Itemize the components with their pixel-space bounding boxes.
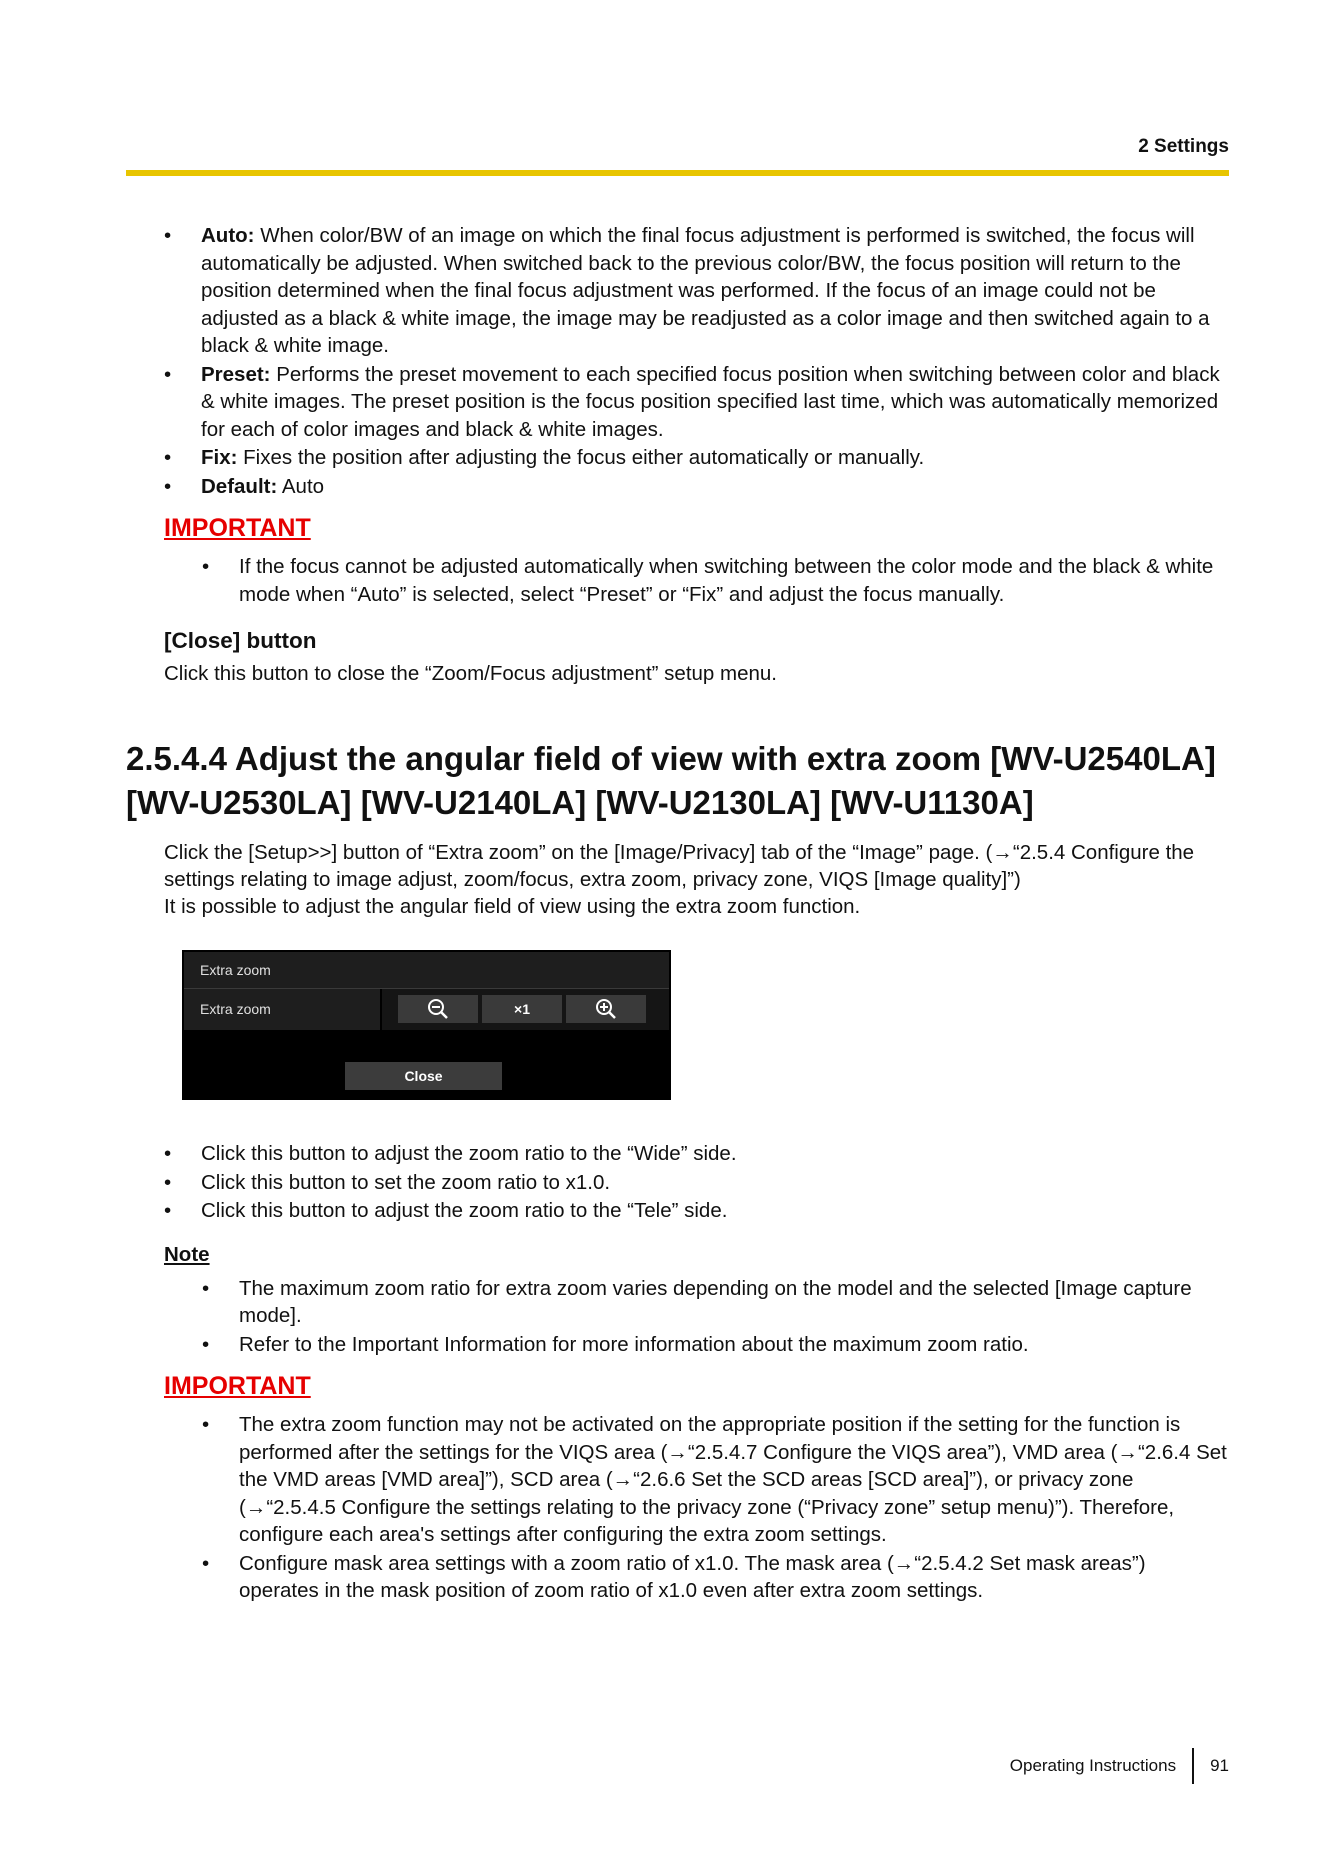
term: Default:: [201, 474, 278, 498]
page-content: [126, 222, 1230, 1606]
footer-divider: [1192, 1748, 1194, 1784]
list-item: • The maximum zoom ratio for extra zoom varies depending on the model and the selected [Image capture mode].: [126, 1275, 1230, 1330]
term-description: When color/BW of an image on which the final focus adjustment is performed is switched, the focus will automatically be adjusted. When switched back to the previous color/BW, the focus position will return to the position determined when the final focus adjustment was performed. If the focus of an image could not be adjusted as a black & white image, the image may be readjusted as a color image and then switched again to a black & white image.: [201, 224, 1210, 357]
note-list: [126, 1275, 1230, 1359]
important-list: [126, 1411, 1230, 1605]
important-list: [126, 553, 1230, 608]
zoom-in-button[interactable]: [566, 995, 646, 1023]
list-item: [126, 222, 1230, 360]
header-rule: [126, 170, 1229, 176]
zoom-button-list: [126, 1140, 1230, 1225]
panel-title-bar: [184, 952, 669, 989]
list-item: • If the focus cannot be adjusted automatically when switching between the color mode and the black & white mode when “Auto” is selected, select “Preset” or “Fix” and adjust the focus manually.: [126, 553, 1230, 608]
list-item: • Click this button to adjust the zoom ratio to the “Tele” side.: [126, 1197, 1230, 1225]
section-intro: Click the [Setup>>] button of “Extra zoom” on the [Image/Privacy] tab of the “Image” page. (→“2.5.4 Configure the settings relating to image adjust, zoom/focus, extra zoom, privacy zone, VIQS [Image quality]”): [164, 841, 1195, 891]
page-number: 91: [1210, 1756, 1229, 1775]
important-label: IMPORTANT: [164, 1372, 311, 1400]
list-item: [126, 361, 1230, 444]
term-description: Performs the preset movement to each specified focus position when switching between color and black & white images. The preset position is the focus position specified last time, which was automatically memorized for each of color images and black & white images.: [201, 362, 1220, 441]
term: Fix:: [201, 446, 238, 469]
close-button-label: Close: [404, 1068, 443, 1084]
section-title: 2.5.4.4 Adjust the angular field of view with extra zoom [WV-U2540LA] [WV-U2530LA] [WV-U2140LA] [WV-U2130LA] [WV-U1130A]: [126, 740, 1216, 821]
zoom-row-label-cell: [184, 989, 380, 1030]
zoom-controls: [382, 989, 669, 1030]
term-description: Fixes the position after adjusting the focus either automatically or manually.: [237, 446, 925, 469]
zoom-reset-button[interactable]: [482, 995, 562, 1023]
focus-options-list: [126, 222, 1230, 500]
list-item: • Click this button to adjust the zoom ratio to the “Wide” side.: [126, 1140, 1230, 1168]
panel-title: Extra zoom: [200, 962, 271, 978]
term: Auto:: [201, 224, 255, 247]
term: Preset:: [201, 362, 271, 386]
panel-zoom-row: [184, 989, 669, 1030]
extra-zoom-panel: [182, 950, 671, 1100]
zoom-out-button[interactable]: [398, 995, 478, 1023]
note-label: Note: [164, 1242, 210, 1266]
term-description: Auto: [277, 474, 325, 498]
footer-doc-title: Operating Instructions: [1009, 1756, 1177, 1775]
important-label: IMPORTANT: [164, 514, 311, 542]
list-item: • Refer to the Important Information for more information about the maximum zoom ratio.: [126, 1331, 1230, 1359]
list-item: [126, 444, 1230, 472]
zoom-out-icon: [426, 997, 450, 1021]
zoom-row-label: Extra zoom: [200, 1001, 271, 1017]
zoom-reset-label: ×1: [514, 1001, 530, 1017]
list-item: • Click this button to set the zoom ratio to x1.0.: [126, 1169, 1230, 1197]
close-button[interactable]: [345, 1062, 502, 1090]
page-footer: [1010, 1748, 1229, 1784]
section-intro-2: It is possible to adjust the angular field of view using the extra zoom function.: [164, 895, 861, 918]
list-item: • Configure mask area settings with a zoom ratio of x1.0. The mask area (→“2.5.4.2 Set mask areas”) operates in the mask position of zoom ratio of x1.0 even after extra zoom settings.: [126, 1550, 1230, 1605]
close-button-heading: [Close] button: [164, 628, 317, 653]
list-item: • The extra zoom function may not be activated on the appropriate position if the setting for the function is performed after the settings for the VIQS area (→“2.5.4.7 Configure the VIQS area”), VMD area (→“2.6.4 Set the VMD areas [VMD area]”), SCD area (→“2.6.6 Set the SCD areas [SCD area]”), or privacy zone (→“2.5.4.5 Configure the settings relating to the privacy zone (“Privacy zone” setup menu)”). Therefore, configure each area's settings after configuring the extra zoom settings.: [126, 1411, 1230, 1549]
header-section-title: 2 Settings: [1138, 136, 1229, 157]
list-item: [126, 473, 1230, 501]
zoom-in-icon: [594, 997, 618, 1021]
close-button-description: Click this button to close the “Zoom/Focus adjustment” setup menu.: [164, 662, 777, 685]
